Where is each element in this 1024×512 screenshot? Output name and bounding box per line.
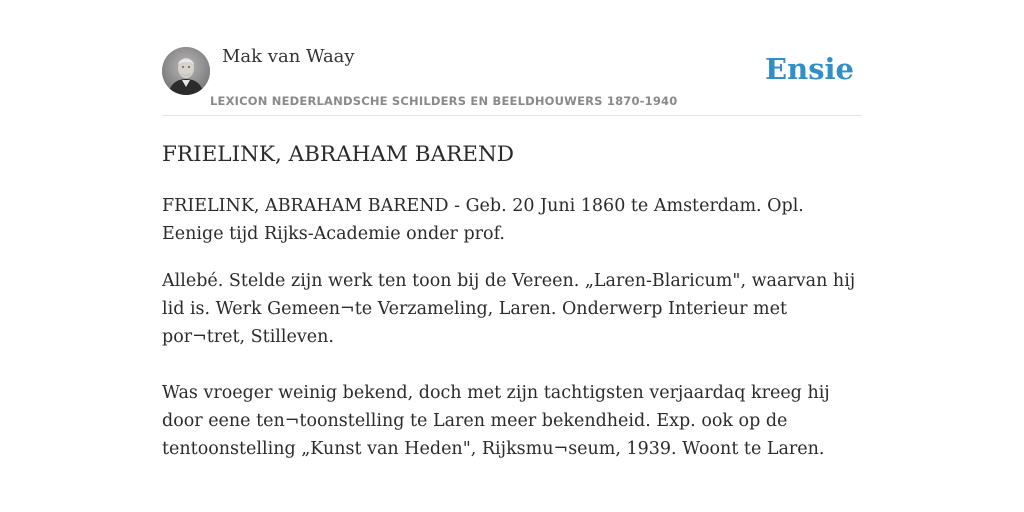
entry-paragraph: FRIELINK, ABRAHAM BAREND - Geb. 20 Juni 1860 te Amsterdam. Opl. Eenige tijd Rijks-Academie onder prof.	[162, 196, 804, 244]
entry-paragraph: Allebé. Stelde zijn werk ten toon bij de Vereen. „Laren-Blaricum", waarvan hij lid is. Werk Gemeen¬te Verzameling, Laren. Onderwerp Interieur met por¬tret, Stilleven.	[162, 271, 856, 347]
author-name[interactable]: Mak van Waay	[222, 46, 355, 67]
entry-title: FRIELINK, ABRAHAM BAREND	[162, 142, 515, 167]
author-avatar[interactable]	[162, 47, 210, 95]
ensie-logo[interactable]: Ensie	[765, 52, 854, 86]
lexicon-subtitle[interactable]: LEXICON NEDERLANDSCHE SCHILDERS EN BEELDHOUWERS 1870-1940	[210, 94, 678, 108]
header-divider	[162, 115, 862, 116]
portrait-image	[162, 47, 210, 95]
entry-paragraph: Was vroeger weinig bekend, doch met zijn tachtigsten verjaardaq kreeg hij door eene ten¬toonstelling te Laren meer bekendheid. Exp. ook op de tentoonstelling „Kunst van Heden", Rijksmu¬seum, 1939. Woont te Laren.	[162, 383, 830, 459]
